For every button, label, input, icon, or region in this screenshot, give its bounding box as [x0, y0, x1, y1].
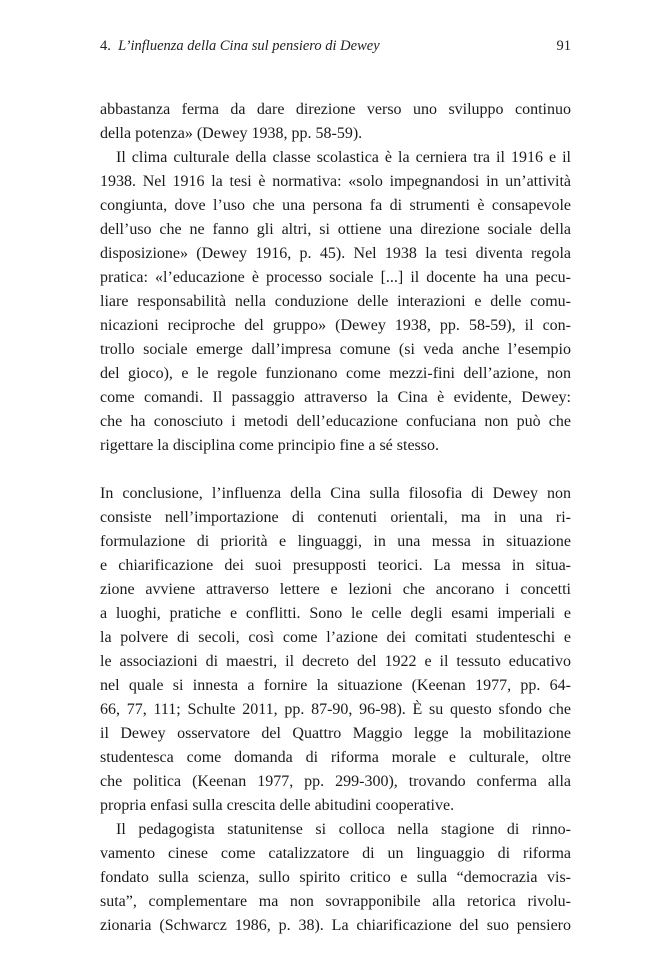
text-line: del gioco), e le regole funzionano come mezzi-fini dell’azione, non [100, 365, 571, 382]
text-line: consiste nell’importazione di contenuti orientali, ma in una ri- [100, 509, 571, 526]
text-line: della potenza» (Dewey 1938, pp. 58-59). [100, 125, 363, 142]
text-line: liare responsabilità nella conduzione delle interazioni e delle comu- [100, 293, 571, 310]
text-line: formulazione di priorità e linguaggi, in una messa in situazione [100, 533, 571, 550]
text-line: disposizione» (Dewey 1916, p. 45). Nel 1938 la tesi diventa regola [100, 245, 571, 262]
text-line: nicazioni reciproche del gruppo» (Dewey 1938, pp. 58-59), il con- [100, 317, 571, 334]
text-line: 66, 77, 111; Schulte 2011, pp. 87-90, 96-98). È su questo sfondo che [100, 701, 571, 718]
chapter-number: 4. [100, 38, 111, 54]
chapter-title: L’influenza della Cina sul pensiero di Dewey [118, 38, 380, 54]
paragraph-first-line: Il pedagogista statunitense si colloca nella stagione di rinno- [116, 821, 571, 838]
text-line: e chiarificazione dei suoi presupposti teorici. La messa in situa- [100, 557, 571, 574]
text-line: come comandi. Il passaggio attraverso la Cina è evidente, Dewey: [100, 389, 571, 406]
text-line: le associazioni di maestri, il decreto del 1922 e il tessuto educativo [100, 653, 571, 670]
text-line: trollo sociale emerge dall’impresa comune (si veda anche l’esempio [100, 341, 571, 358]
text-line: zione avviene attraverso lettere e lezioni che ancorano i concetti [100, 581, 571, 598]
text-line: il Dewey osservatore del Quattro Maggio legge la mobilitazione [100, 725, 571, 742]
text-line: congiunta, dove l’uso che una persona fa di strumenti è consapevole [100, 197, 571, 214]
text-line: che ha conosciuto i metodi dell’educazione confuciana non può che [100, 413, 571, 430]
running-head [100, 38, 571, 60]
text-line: rigettare la disciplina come principio fine a sé stesso. [100, 437, 439, 454]
text-line: la polvere di secoli, così come l’azione dei comitati studenteschi e [100, 629, 571, 646]
text-line: vamento cinese come catalizzatore di un linguaggio di riforma [100, 845, 571, 862]
page-number: 91 [556, 38, 571, 54]
text-line: a luoghi, pratiche e conflitti. Sono le celle degli esami imperiali e [100, 605, 571, 622]
paragraph-first-line: Il clima culturale della classe scolastica è la cerniera tra il 1916 e il [116, 149, 571, 166]
text-line: che politica (Keenan 1977, pp. 299-300), trovando conferma alla [100, 773, 571, 790]
text-line: studentesca come domanda di riforma morale e culturale, oltre [100, 749, 571, 766]
text-line: dell’uso che ne fanno gli altri, si ottiene una direzione sociale della [100, 221, 571, 238]
text-line: abbastanza ferma da dare direzione verso uno sviluppo continuo [100, 101, 571, 118]
text-line: nel quale si innesta a fornire la situazione (Keenan 1977, pp. 64- [100, 677, 571, 694]
text-line: pratica: «l’educazione è processo sociale [...] il docente ha una pecu- [100, 269, 571, 286]
text-line: 1938. Nel 1916 la tesi è normativa: «solo impegnandosi in un’attività [100, 173, 571, 190]
text-line: suta”, complementare ma non sovrapponibile alla retorica rivolu- [100, 893, 571, 910]
text-line: propria enfasi sulla crescita delle abitudini cooperative. [100, 797, 455, 814]
text-line: zionaria (Schwarcz 1986, p. 38). La chiarificazione del suo pensiero [100, 917, 571, 934]
chapter-heading [100, 38, 380, 55]
paragraph-first-line: In conclusione, l’influenza della Cina sulla filosofia di Dewey non [100, 485, 571, 502]
text-line: fondato sulla scienza, sullo spirito critico e sulla “democrazia vis- [100, 869, 571, 886]
